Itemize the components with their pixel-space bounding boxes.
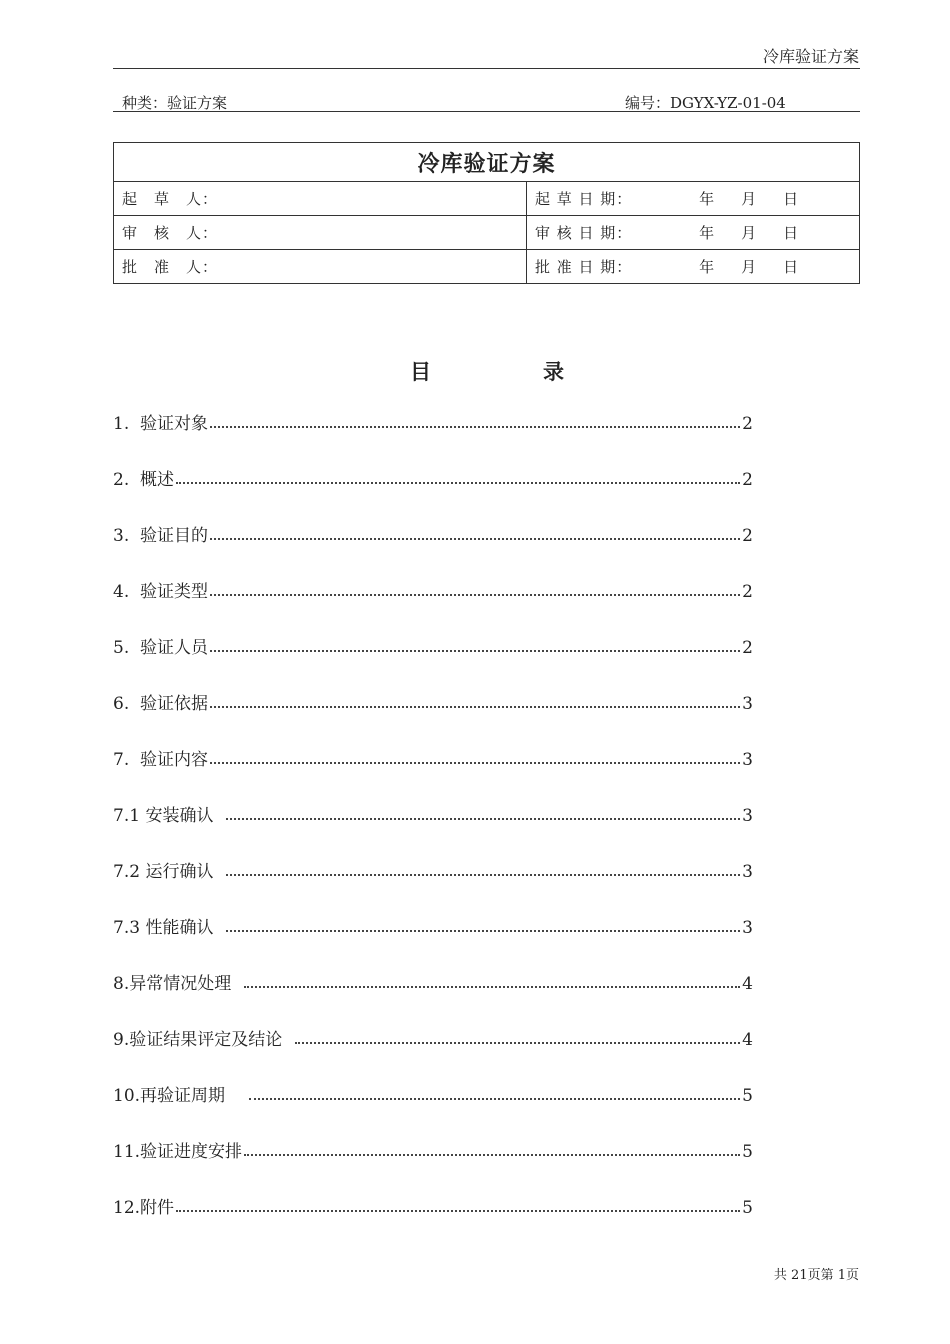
toc-entry-label: 6. 验证依据 [113,694,209,714]
month-unit: 月 [741,190,757,208]
toc-entry[interactable] [113,970,753,1026]
toc-entry[interactable] [113,634,753,690]
month-unit: 月 [741,258,757,276]
signature-row-drafter [114,182,860,216]
toc-heading [410,356,564,386]
document-code: 编号：DGYX-YZ-01-04 [625,94,786,112]
draft-date-label: 起 草 日 期： [535,190,633,208]
toc-entry-label: 7. 验证内容 [113,750,209,770]
toc-entry[interactable] [113,1026,753,1082]
table-of-contents [113,410,753,1250]
day-unit: 日 [783,258,799,276]
toc-entry[interactable] [113,466,753,522]
toc-entry-page: 3 [742,694,753,714]
toc-entry[interactable] [113,914,753,970]
toc-entry-label: 10.再验证周期 [113,1086,247,1106]
toc-entry-page: 2 [742,414,753,434]
toc-entry[interactable] [113,858,753,914]
toc-entry-label: 3. 验证目的 [113,526,209,546]
toc-leader-dots [210,410,740,428]
toc-leader-dots [249,1082,741,1100]
toc-entry-page: 5 [742,1198,753,1218]
toc-entry-page: 5 [742,1142,753,1162]
toc-entry-page: 2 [742,470,753,490]
toc-entry[interactable] [113,802,753,858]
toc-entry[interactable] [113,410,753,466]
toc-entry-page: 3 [742,862,753,882]
toc-entry-page: 4 [742,1030,753,1050]
year-unit: 年 [699,190,715,208]
header-rule [113,68,860,69]
toc-entry[interactable] [113,1194,753,1250]
toc-entry-label: 1. 验证对象 [113,414,209,434]
meta-rule [113,111,860,112]
toc-entry-label: 11.验证进度安排 [113,1142,243,1162]
month-unit: 月 [741,224,757,242]
toc-entry[interactable] [113,1082,753,1138]
toc-entry-label: 7.2 运行确认 [113,862,225,882]
year-unit: 年 [699,258,715,276]
toc-leader-dots [210,634,740,652]
toc-entry-label: 7.3 性能确认 [113,918,225,938]
toc-leader-dots [244,1138,740,1156]
toc-entry-page: 5 [742,1086,753,1106]
toc-entry[interactable] [113,690,753,746]
signature-row-approver [114,250,860,284]
toc-leader-dots [210,522,740,540]
toc-entry[interactable] [113,578,753,634]
toc-entry-page: 2 [742,638,753,658]
toc-entry[interactable] [113,1138,753,1194]
toc-entry-label: 5. 验证人员 [113,638,209,658]
review-date-label: 审 核 日 期： [535,224,633,242]
toc-heading-right: 录 [543,360,564,384]
toc-entry[interactable] [113,522,753,578]
toc-entry-label: 4. 验证类型 [113,582,209,602]
toc-entry-label: 2. 概述 [113,470,175,490]
running-header-title: 冷库验证方案 [762,47,859,66]
toc-leader-dots [226,914,740,932]
toc-heading-left: 目 [410,360,431,384]
approver-label: 批 准 人： [122,258,219,276]
toc-leader-dots [210,746,740,764]
toc-leader-dots [226,802,740,820]
document-category: 种类：验证方案 [122,94,228,112]
toc-leader-dots [176,1194,740,1212]
drafter-label: 起 草 人： [122,190,219,208]
toc-leader-dots [210,690,740,708]
document-title: 冷库验证方案 [114,143,860,182]
reviewer-label: 审 核 人： [122,224,219,242]
toc-entry-page: 4 [742,974,753,994]
toc-entry-label: 8.异常情况处理 [113,974,243,994]
day-unit: 日 [783,224,799,242]
toc-entry-page: 3 [742,918,753,938]
toc-entry-label: 9.验证结果评定及结论 [113,1030,294,1050]
toc-entry-page: 2 [742,582,753,602]
toc-entry-label: 7.1 安装确认 [113,806,225,826]
day-unit: 日 [783,190,799,208]
signature-row-reviewer [114,216,860,250]
toc-entry-label: 12.附件 [113,1198,175,1218]
toc-leader-dots [176,466,740,484]
toc-leader-dots [226,858,740,876]
toc-leader-dots [210,578,740,596]
toc-entry[interactable] [113,746,753,802]
signature-table [113,142,860,284]
toc-entry-page: 3 [742,750,753,770]
approval-date-label: 批 准 日 期： [535,258,633,276]
toc-leader-dots [244,970,740,988]
toc-entry-page: 2 [742,526,753,546]
toc-entry-page: 3 [742,806,753,826]
year-unit: 年 [699,224,715,242]
page-footer: 共 21页第 1页 [773,1268,859,1283]
toc-leader-dots [295,1026,740,1044]
